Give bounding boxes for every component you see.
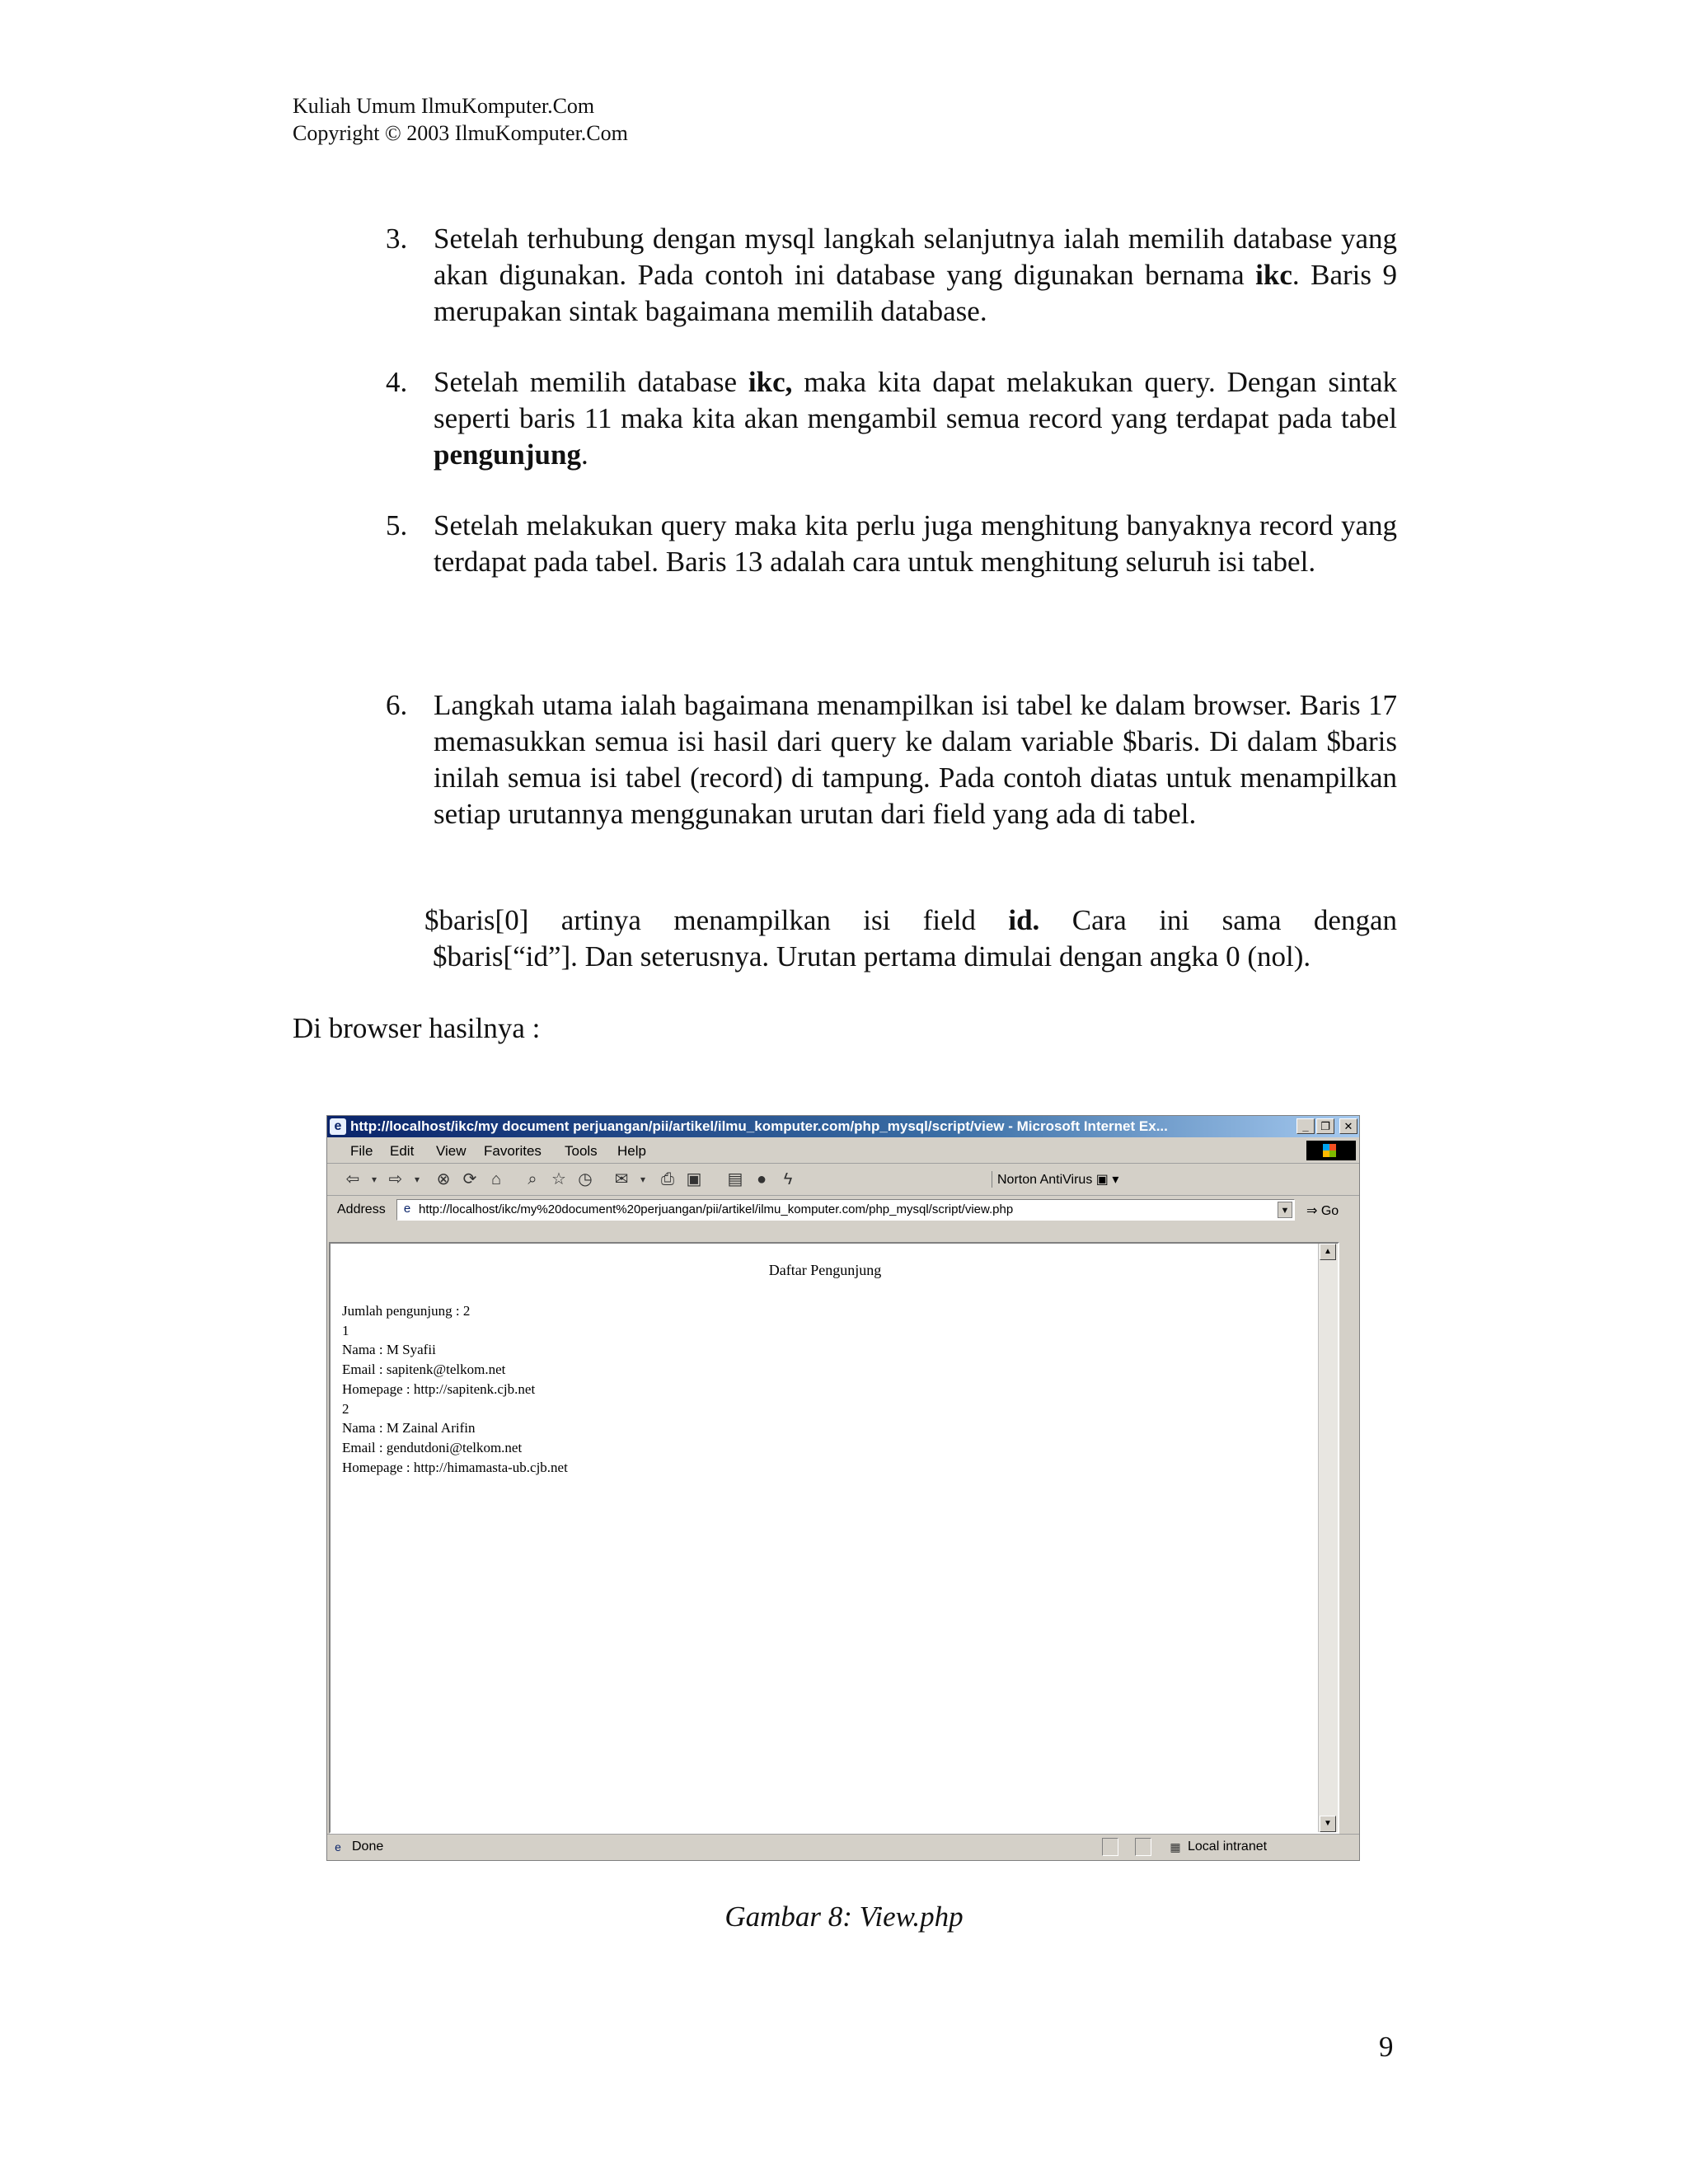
browser-viewport bbox=[329, 1242, 1339, 1834]
intranet-icon: ▦ bbox=[1170, 1840, 1181, 1854]
ie-logo-icon: e bbox=[330, 1118, 346, 1135]
content-line: Homepage : http://sapitenk.cjb.net bbox=[342, 1380, 536, 1397]
search-icon[interactable]: ⌕ bbox=[528, 1170, 537, 1188]
menu-edit[interactable]: Edit bbox=[390, 1143, 415, 1159]
scroll-up-icon[interactable]: ▲ bbox=[1320, 1244, 1336, 1260]
content-line: 2 bbox=[342, 1400, 349, 1417]
list-number: 6. bbox=[386, 689, 408, 721]
print-icon[interactable]: ⎙ bbox=[661, 1170, 674, 1188]
list-item bbox=[386, 508, 1397, 580]
menu-favorites[interactable]: Favorites bbox=[484, 1143, 542, 1159]
content-line: 1 bbox=[342, 1322, 349, 1338]
content-line: Email : gendutdoni@telkom.net bbox=[342, 1439, 523, 1455]
status-panel bbox=[1102, 1838, 1118, 1856]
list-text: Setelah melakukan query maka kita perlu juga menghitung banyaknya record yang terdapat pada tabel. Baris 13 adalah cara untuk menghitung seluruh isi tabel. bbox=[434, 509, 1397, 578]
page-number: 9 bbox=[1379, 2031, 1394, 2063]
address-bar bbox=[327, 1196, 1359, 1224]
forward-dropdown-icon[interactable]: ▾ bbox=[414, 1174, 420, 1185]
history-icon[interactable]: ◷ bbox=[578, 1170, 593, 1188]
browser-titlebar bbox=[327, 1116, 1359, 1137]
content-line: Homepage : http://himamasta-ub.cjb.net bbox=[342, 1459, 568, 1475]
home-icon[interactable]: ⌂ bbox=[490, 1170, 502, 1188]
list-number: 5. bbox=[386, 509, 408, 541]
address-input[interactable] bbox=[396, 1199, 1295, 1221]
back-dropdown-icon[interactable]: ▾ bbox=[371, 1174, 377, 1185]
minimize-icon: _ bbox=[1302, 1120, 1309, 1132]
back-icon[interactable]: ⇦ bbox=[345, 1170, 360, 1188]
page-status-icon: e bbox=[335, 1840, 341, 1854]
norton-icon: ▣ bbox=[1095, 1173, 1109, 1187]
content-line: Jumlah pengunjung : 2 bbox=[342, 1303, 471, 1319]
header-line-2: Copyright © 2003 IlmuKomputer.Com bbox=[293, 121, 628, 145]
stop-icon[interactable]: ⊗ bbox=[436, 1170, 451, 1188]
list-text: Setelah terhubung dengan mysql langkah selanjutnya ialah memilih database yang akan digunakan. Pada contoh ini database yang digunakan bernama ikc. Baris 9 merupakan sintak bagaimana memilih database. bbox=[434, 223, 1397, 327]
discuss-icon[interactable]: ▤ bbox=[727, 1170, 743, 1188]
status-panel bbox=[1135, 1838, 1151, 1856]
status-text: Done bbox=[352, 1840, 384, 1854]
messenger-icon[interactable]: ● bbox=[756, 1170, 767, 1188]
go-button[interactable]: ⇒ Go bbox=[1306, 1204, 1339, 1218]
content-line: Email : sapitenk@telkom.net bbox=[342, 1361, 506, 1378]
page-heading: Daftar Pengunjung bbox=[768, 1262, 882, 1278]
maximize-icon: ❐ bbox=[1320, 1120, 1330, 1132]
note-line-2: $baris[“id”]. Dan seterusnya. Urutan pertama dimulai dengan angka 0 (nol). bbox=[433, 940, 1311, 972]
content-line: Nama : M Zainal Arifin bbox=[342, 1420, 476, 1436]
page-content bbox=[342, 1301, 568, 1477]
windows-logo-icon bbox=[1306, 1141, 1356, 1160]
minimize-button[interactable] bbox=[1296, 1118, 1315, 1134]
lead-text: Di browser hasilnya : bbox=[293, 1012, 541, 1044]
list-number: 3. bbox=[386, 223, 408, 255]
vertical-scrollbar[interactable] bbox=[1318, 1244, 1338, 1832]
list-text: Langkah utama ialah bagaimana menampilkan isi tabel ke dalam browser. Baris 17 memasukkan semua isi hasil dari query ke dalam variable $baris. Di dalam $baris inilah semua isi tabel (record) di tampung. Pada contoh diatas untuk menampilkan setiap urutannya menggunakan urutan dari field yang ada di tabel. bbox=[434, 689, 1397, 830]
note-line-1: $baris[0] artinya menampilkan isi field id. Cara ini sama dengan bbox=[424, 904, 1397, 936]
list-item bbox=[386, 687, 1397, 832]
zone-text: Local intranet bbox=[1188, 1840, 1268, 1854]
lightning-icon[interactable]: ϟ bbox=[783, 1170, 793, 1188]
status-bar bbox=[327, 1834, 1359, 1861]
menu-help[interactable]: Help bbox=[617, 1143, 646, 1159]
header-line-1: Kuliah Umum IlmuKomputer.Com bbox=[293, 94, 595, 118]
menu-file[interactable]: File bbox=[350, 1143, 373, 1159]
list-number: 4. bbox=[386, 366, 408, 398]
menu-bar bbox=[327, 1138, 1359, 1164]
menu-tools[interactable]: Tools bbox=[565, 1143, 598, 1159]
address-dropdown-icon[interactable]: ▼ bbox=[1278, 1202, 1292, 1218]
refresh-icon[interactable]: ⟳ bbox=[462, 1170, 477, 1188]
address-label: Address bbox=[337, 1202, 386, 1216]
edit-icon[interactable]: ▣ bbox=[686, 1170, 702, 1188]
favorites-icon[interactable]: ☆ bbox=[551, 1170, 566, 1188]
mail-icon[interactable]: ✉ bbox=[614, 1170, 629, 1188]
mail-dropdown-icon[interactable]: ▾ bbox=[640, 1174, 646, 1185]
list-item bbox=[386, 221, 1397, 330]
scroll-down-icon[interactable]: ▼ bbox=[1320, 1816, 1336, 1832]
address-value: http://localhost/ikc/my%20document%20perjuangan/pii/artikel/ilmu_komputer.com/php_mysql/script/view.php bbox=[419, 1202, 1014, 1216]
close-icon: ✕ bbox=[1343, 1120, 1353, 1132]
maximize-button[interactable] bbox=[1316, 1118, 1334, 1134]
content-line: Nama : M Syafii bbox=[342, 1342, 436, 1358]
list-item bbox=[386, 364, 1397, 473]
close-button[interactable] bbox=[1339, 1118, 1357, 1134]
menu-view[interactable]: View bbox=[436, 1143, 467, 1159]
go-icon: ⇒ bbox=[1306, 1204, 1318, 1218]
list-text: Setelah memilih database ikc, maka kita dapat melakukan query. Dengan sintak seperti baris 11 maka kita akan mengambil semua record yang terdapat pada tabel pengunjung. bbox=[434, 366, 1397, 471]
forward-icon[interactable]: ⇨ bbox=[388, 1170, 403, 1188]
toolbar bbox=[327, 1164, 1359, 1196]
page-icon: e bbox=[403, 1202, 411, 1216]
note-paragraph bbox=[424, 902, 1397, 975]
browser-screenshot bbox=[326, 1115, 1360, 1861]
figure-caption: Gambar 8: View.php bbox=[724, 1900, 964, 1933]
norton-antivirus-button[interactable]: Norton AntiVirus ▣ ▾ bbox=[992, 1171, 1118, 1188]
browser-title: http://localhost/ikc/my document perjuangan/pii/artikel/ilmu_komputer.com/php_mysql/script/view - Microsoft Internet Ex... bbox=[350, 1118, 1168, 1134]
